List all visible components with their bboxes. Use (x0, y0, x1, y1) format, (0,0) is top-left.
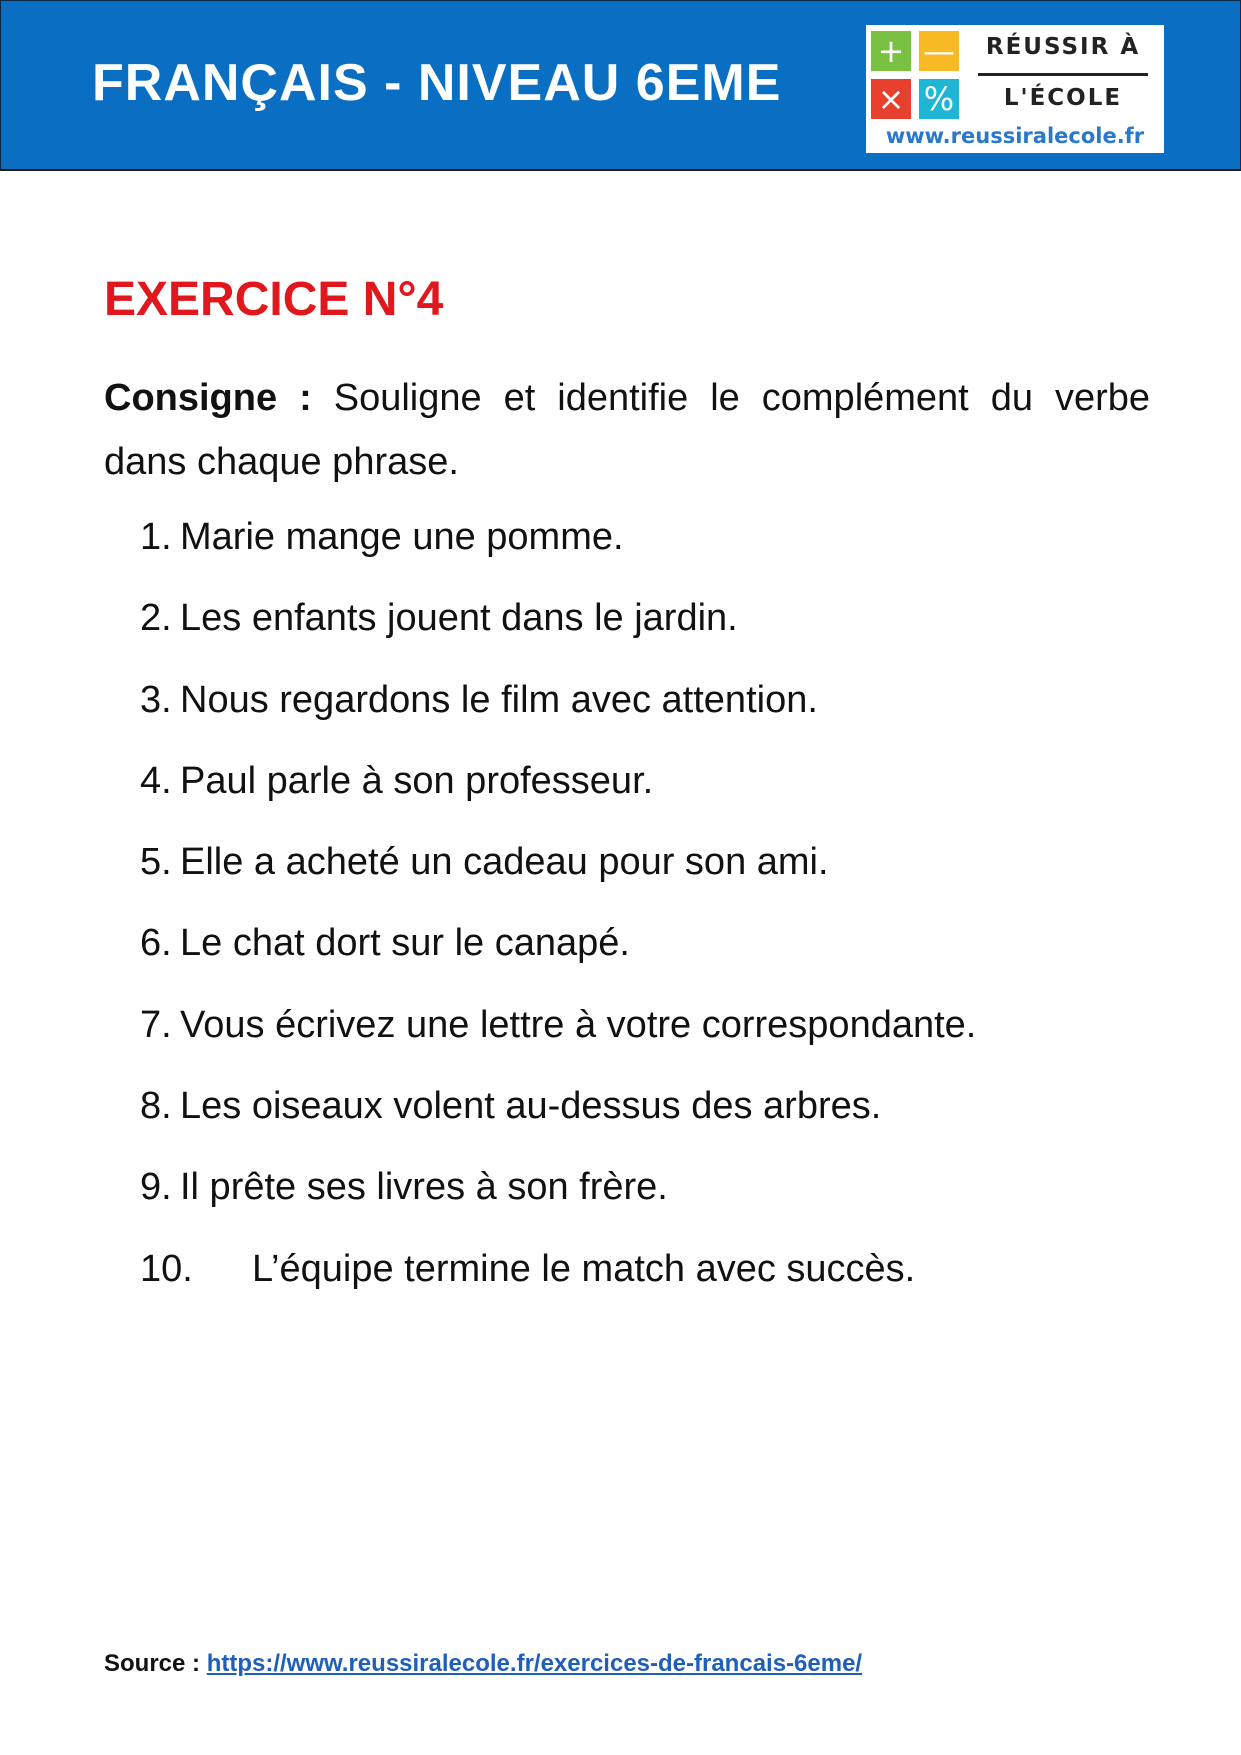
header-title: FRANÇAIS - NIVEAU 6EME (92, 54, 782, 112)
percent-icon: % (919, 79, 959, 119)
item-number: 2. (140, 597, 172, 640)
logo-text-line2: L'ÉCOLE (1003, 85, 1123, 111)
site-logo[interactable] (866, 25, 1164, 153)
item-number: 3. (140, 678, 172, 721)
item-text: Les enfants jouent dans le jardin. (180, 597, 738, 640)
list-item (140, 591, 1180, 672)
instruction-label: Consigne : (104, 377, 312, 419)
item-text: Vous écrivez une lettre à votre correspondante. (180, 1003, 977, 1046)
page-header (0, 0, 1241, 171)
list-item (140, 835, 1180, 916)
item-number: 8. (140, 1085, 172, 1128)
item-text: L’équipe termine le match avec succès. (252, 1247, 916, 1290)
item-number: 7. (140, 1003, 172, 1046)
logo-divider (978, 73, 1148, 76)
source-footer (104, 1650, 862, 1678)
list-item (140, 673, 1180, 754)
source-label: Source : (104, 1650, 201, 1677)
list-item (140, 916, 1180, 997)
item-text: Nous regardons le film avec attention. (180, 678, 818, 721)
item-number: 1. (140, 516, 172, 558)
item-text: Paul parle à son professeur. (180, 759, 654, 802)
instruction-text: Souligne et identifie le complément du verbe dans chaque phrase. (104, 377, 1151, 483)
minus-icon: — (919, 31, 959, 71)
item-text: Marie mange une pomme. (180, 516, 624, 558)
item-text: Elle a acheté un cadeau pour son ami. (180, 841, 829, 884)
list-item (140, 510, 1180, 591)
item-number: 5. (140, 841, 172, 884)
item-text: Les oiseaux volent au-dessus des arbres. (180, 1085, 882, 1128)
plus-icon: + (871, 31, 911, 71)
list-item (140, 1160, 1180, 1241)
list-item (140, 754, 1180, 835)
sentence-list (140, 510, 1180, 1323)
item-number: 10. (140, 1247, 193, 1290)
logo-url[interactable]: www.reussiralecole.fr (885, 124, 1145, 148)
list-item (140, 998, 1180, 1079)
list-item (140, 1079, 1180, 1160)
source-link[interactable]: https://www.reussiralecole.fr/exercices-de-francais-6eme/ (206, 1650, 863, 1677)
item-text: Le chat dort sur le canapé. (180, 922, 630, 965)
times-icon: × (871, 79, 911, 119)
item-number: 4. (140, 759, 172, 802)
exercise-title: EXERCICE N°4 (104, 273, 444, 326)
item-text: Il prête ses livres à son frère. (180, 1166, 668, 1209)
item-number: 6. (140, 922, 172, 965)
list-item (140, 1242, 1180, 1323)
logo-text-line1: RÉUSSIR À (985, 34, 1141, 60)
item-number: 9. (140, 1166, 172, 1209)
instructions (104, 366, 1150, 494)
